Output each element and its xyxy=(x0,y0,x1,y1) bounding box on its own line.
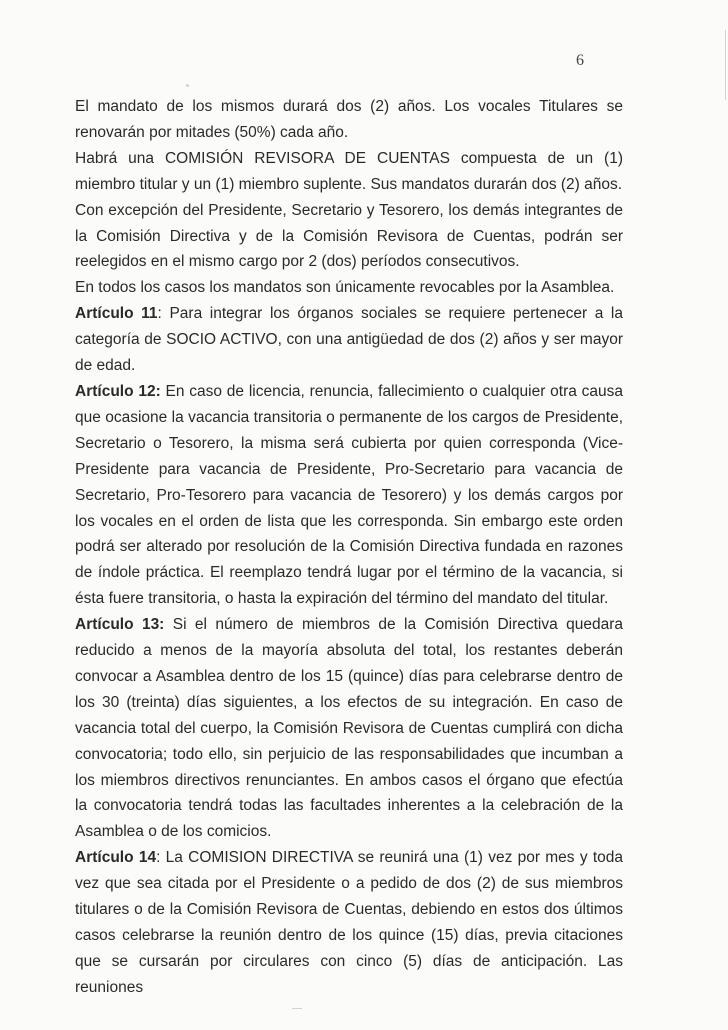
paragraph-text: El mandato de los mismos durará dos (2) años. Los vocales Titulares se renovarán por mitades (50%) cada año. xyxy=(75,98,623,141)
paragraph-1 xyxy=(75,94,623,146)
paragraph-text: : Para integrar los órganos sociales se requiere pertenecer a la categoría de SOCIO ACTIVO, con una antigüedad de dos (2) años y ser mayor de edad. xyxy=(75,305,623,375)
article-title: Artículo 11 xyxy=(75,305,158,323)
paragraph-text: Si el número de miembros de la Comisión Directiva quedara reducido a menos de la mayoría absoluta del total, los restantes deberán convocar a Asamblea dentro de los 15 (quince) días para celebrarse dentro de los 30 (treinta) días siguientes, a los efectos de su integración. En caso de vacancia total del cuerpo, la Comisión Revisora de Cuentas cumplirá con dicha convocatoria; todo ello, sin perjuicio de las responsabilidades que incumban a los miembros directivos renunciantes. En ambos casos el órgano que efectúa la convocatoria tendrá todas las facultades inherentes a la celebración de la Asamblea o de los comicios. xyxy=(75,616,624,841)
article-11 xyxy=(75,301,623,379)
paragraph-text: En todos los casos los mandatos son únicamente revocables por la Asamblea. xyxy=(75,279,615,297)
scan-speck xyxy=(292,1008,302,1009)
paragraph-text: Habrá una COMISIÓN REVISORA DE CUENTAS compuesta de un (1) miembro titular y un (1) miembro suplente. Sus mandatos durarán dos (2) años. xyxy=(75,149,623,193)
scan-speck xyxy=(186,84,189,87)
article-13 xyxy=(75,612,623,845)
paragraph-4 xyxy=(75,275,623,301)
article-title: Artículo 12: xyxy=(75,382,161,400)
page-number: 6 xyxy=(576,52,584,69)
article-title: Artículo 13: xyxy=(75,616,165,634)
paragraph-text: En caso de licencia, renuncia, fallecimiento o cualquier otra causa que ocasione la vacancia transitoria o permanente de los cargos de Presidente, Secretario o Tesorero, la misma será cubierta por quien corresponda (Vice-Presidente para vacancia de Presidente, Pro-Secretario para vacancia de Secretario, Pro-Tesorero para vacancia de Tesorero) y los demás cargos por los vocales en el orden de lista que les corresponda. Sin embargo este orden podrá ser alterado por resolución de la Comisión Directiva fundada en razones de índole práctica. El reemplazo tendrá lugar por el término de la vacancia, si ésta fuere transitoria, o hasta la expiración del término del mandato del titular. xyxy=(75,382,624,608)
article-14 xyxy=(75,845,623,1000)
article-12 xyxy=(75,379,623,612)
paragraph-2 xyxy=(75,146,623,198)
paragraph-text: : La COMISION DIRECTIVA se reunirá una (1) vez por mes y toda vez que sea citada por el Presidente o a pedido de dos (2) de sus miembros titulares o de la Comisión Revisora de Cuentas, debiendo en estos dos últimos casos celebrarse la reunión dentro de los quince (15) días, previa citaciones que se cursarán por circulares con cinco (5) días de anticipación. Las reuniones xyxy=(75,849,624,996)
paragraph-text: Con excepción del Presidente, Secretario y Tesorero, los demás integrantes de la Comisión Directiva y de la Comisión Revisora de Cuentas, podrán ser reelegidos en el mismo cargo por 2 (dos) períodos consecutivos. xyxy=(75,201,623,271)
document-body xyxy=(75,94,623,1001)
article-title: Artículo 14 xyxy=(75,849,157,867)
scan-edge-line xyxy=(725,30,726,100)
paragraph-3 xyxy=(75,198,623,276)
